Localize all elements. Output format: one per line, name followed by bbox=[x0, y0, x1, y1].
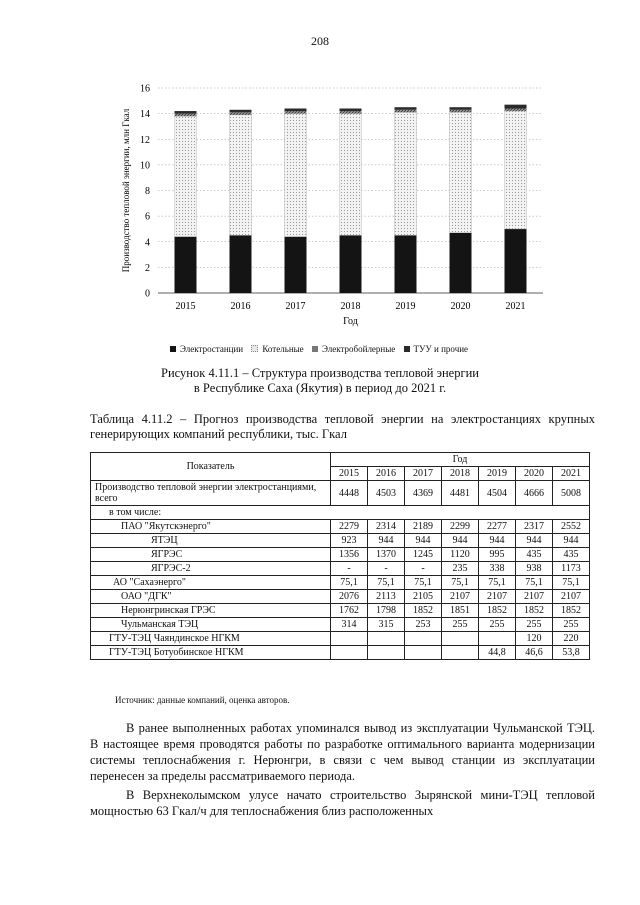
table-row bbox=[91, 548, 590, 562]
table-cell: 4504 bbox=[479, 481, 516, 506]
table-cell: 255 bbox=[516, 618, 553, 632]
y-tick-label: 0 bbox=[145, 288, 150, 300]
table-cell: 2107 bbox=[479, 590, 516, 604]
x-tick-label: 2015 bbox=[175, 301, 196, 312]
table-year-header: 2020 bbox=[516, 467, 553, 481]
table-cell: 253 bbox=[405, 618, 442, 632]
table-year-header: 2019 bbox=[479, 467, 516, 481]
table-year-header: 2021 bbox=[553, 467, 590, 481]
bar-segment bbox=[505, 229, 527, 293]
legend-item bbox=[170, 344, 245, 354]
bar-segment bbox=[505, 109, 527, 112]
table-row bbox=[91, 534, 590, 548]
table-row-label: Чульманская ТЭЦ bbox=[91, 618, 331, 632]
x-tick-label: 2017 bbox=[285, 301, 306, 312]
bar-segment bbox=[285, 237, 307, 293]
legend-item bbox=[251, 344, 305, 354]
data-table bbox=[90, 452, 590, 660]
table-cell: 938 bbox=[516, 562, 553, 576]
bar-segment bbox=[395, 107, 417, 110]
y-tick-label: 6 bbox=[145, 211, 150, 223]
table-row bbox=[91, 562, 590, 576]
table-cell: - bbox=[331, 562, 368, 576]
body-text bbox=[90, 720, 595, 822]
table-cell: 75,1 bbox=[442, 576, 479, 590]
bar-segment bbox=[450, 110, 472, 113]
table-row bbox=[91, 632, 590, 646]
y-tick-label: 10 bbox=[140, 160, 150, 172]
table-row-label: ЯГРЭС-2 bbox=[91, 562, 331, 576]
bar-segment bbox=[175, 111, 197, 114]
table-header-year: Год bbox=[331, 453, 590, 467]
table-cell: 1798 bbox=[368, 604, 405, 618]
legend-swatch bbox=[170, 346, 176, 352]
legend-label: Котельные bbox=[262, 344, 304, 354]
table-cell bbox=[479, 632, 516, 646]
table-cell: - bbox=[368, 562, 405, 576]
table-cell: 2076 bbox=[331, 590, 368, 604]
table-cell: 4503 bbox=[368, 481, 405, 506]
bar-segment bbox=[175, 237, 197, 293]
table-cell bbox=[331, 632, 368, 646]
table-cell: 2277 bbox=[479, 520, 516, 534]
table-cell: 5008 bbox=[553, 481, 590, 506]
table-cell: 315 bbox=[368, 618, 405, 632]
legend-item bbox=[312, 344, 397, 354]
legend-swatch bbox=[404, 346, 410, 352]
table-cell: 44,8 bbox=[479, 646, 516, 660]
source-note: Источник: данные компаний, оценка авторов. bbox=[115, 695, 290, 705]
table-cell: 338 bbox=[479, 562, 516, 576]
x-tick-label: 2021 bbox=[505, 301, 526, 312]
table-cell: 2107 bbox=[516, 590, 553, 604]
y-tick-label: 2 bbox=[145, 262, 150, 274]
y-tick-label: 8 bbox=[145, 186, 150, 197]
table-cell: 255 bbox=[553, 618, 590, 632]
x-tick-label: 2020 bbox=[450, 301, 471, 312]
table-year-header: 2018 bbox=[442, 467, 479, 481]
table-cell: 2299 bbox=[442, 520, 479, 534]
legend-swatch bbox=[312, 346, 318, 352]
table-cell: 1120 bbox=[442, 548, 479, 562]
bar-segment bbox=[395, 110, 417, 113]
legend-item bbox=[404, 344, 470, 354]
y-tick-label: 12 bbox=[140, 134, 150, 146]
table-cell: 314 bbox=[331, 618, 368, 632]
y-tick-label: 16 bbox=[140, 83, 150, 95]
table-cell: 75,1 bbox=[368, 576, 405, 590]
bar-segment bbox=[395, 235, 417, 293]
x-tick-label: 2018 bbox=[340, 301, 361, 312]
legend-label: Электробойлерные bbox=[321, 344, 396, 354]
table-row-label: Нерюнгринская ГРЭС bbox=[91, 604, 331, 618]
table-cell: 2314 bbox=[368, 520, 405, 534]
table-row-label: АО "Сахаэнерго" bbox=[91, 576, 331, 590]
table-cell: 4481 bbox=[442, 481, 479, 506]
table-cell: 944 bbox=[516, 534, 553, 548]
table-cell: 435 bbox=[553, 548, 590, 562]
table-row bbox=[91, 590, 590, 604]
table-cell: 2189 bbox=[405, 520, 442, 534]
table-cell: 220 bbox=[553, 632, 590, 646]
paragraph: В Верхнеколымском улусе начато строительство Зырянской мини-ТЭЦ тепловой мощностью 63 Гкал/ч для теплоснабжения близ расположенных bbox=[90, 788, 595, 818]
table-cell bbox=[405, 646, 442, 660]
table-cell: 75,1 bbox=[516, 576, 553, 590]
table-cell: 1852 bbox=[405, 604, 442, 618]
table-row-label: ОАО "ДГК" bbox=[91, 590, 331, 604]
table-cell: 995 bbox=[479, 548, 516, 562]
table-row bbox=[91, 604, 590, 618]
table-year-header: 2015 bbox=[331, 467, 368, 481]
table-cell bbox=[442, 646, 479, 660]
stacked-bar-chart bbox=[118, 80, 548, 330]
table-row-label: ГТУ-ТЭЦ Ботуобинское НГКМ bbox=[91, 646, 331, 660]
y-tick-label: 4 bbox=[145, 237, 150, 249]
bar-segment bbox=[175, 114, 197, 117]
table-cell: 1762 bbox=[331, 604, 368, 618]
table-cell: 923 bbox=[331, 534, 368, 548]
bar-segment bbox=[285, 109, 307, 112]
table-cell: 1851 bbox=[442, 604, 479, 618]
table-row bbox=[91, 506, 590, 520]
table-cell: 4369 bbox=[405, 481, 442, 506]
table-cell: 75,1 bbox=[553, 576, 590, 590]
bar-segment bbox=[395, 112, 417, 235]
table-cell: 2107 bbox=[553, 590, 590, 604]
chart-legend bbox=[0, 344, 640, 354]
bar-segment bbox=[285, 114, 307, 237]
table-row-label: в том числе: bbox=[91, 506, 590, 520]
table-cell bbox=[442, 632, 479, 646]
table-cell: 4448 bbox=[331, 481, 368, 506]
table-cell: 1852 bbox=[479, 604, 516, 618]
bar-segment bbox=[450, 112, 472, 232]
bar-segment bbox=[340, 114, 362, 236]
table-row bbox=[91, 618, 590, 632]
table-row-label: ЯТЭЦ bbox=[91, 534, 331, 548]
y-tick-label: 14 bbox=[140, 109, 150, 121]
table-row bbox=[91, 481, 590, 506]
table-cell: 1852 bbox=[516, 604, 553, 618]
table-cell: 120 bbox=[516, 632, 553, 646]
paragraph: В ранее выполненных работах упоминался вывод из эксплуатации Чульманской ТЭЦ. В настоящее время проводятся работы по разработке оптимального варианта модернизации системы теплоснабжения г. Нерюнгри, в связи с чем вывод станции из эксплуатации перенесен за пределы рассматриваемого периода. bbox=[90, 721, 595, 783]
table-cell bbox=[368, 632, 405, 646]
bar-segment bbox=[230, 235, 252, 293]
figure-caption-line: Рисунок 4.11.1 – Структура производства тепловой энергии bbox=[161, 366, 479, 380]
table-row-label: ЯГРЭС bbox=[91, 548, 331, 562]
bar-segment bbox=[285, 111, 307, 114]
bar-segment bbox=[450, 107, 472, 110]
bar-segment bbox=[230, 115, 252, 235]
table-cell: 944 bbox=[368, 534, 405, 548]
table-cell: 2317 bbox=[516, 520, 553, 534]
bar-segment bbox=[340, 111, 362, 114]
table-header-indicator: Показатель bbox=[91, 453, 331, 481]
x-tick-label: 2016 bbox=[230, 301, 251, 312]
bar-segment bbox=[450, 233, 472, 293]
table-cell: 75,1 bbox=[479, 576, 516, 590]
table-cell: 235 bbox=[442, 562, 479, 576]
bar-segment bbox=[230, 110, 252, 113]
table-row bbox=[91, 520, 590, 534]
table-cell: 2113 bbox=[368, 590, 405, 604]
table-cell: 46,6 bbox=[516, 646, 553, 660]
table-cell: 944 bbox=[479, 534, 516, 548]
table-row-label: ГТУ-ТЭЦ Чаяндинское НГКМ bbox=[91, 632, 331, 646]
bar-segment bbox=[505, 111, 527, 229]
table-cell: 1852 bbox=[553, 604, 590, 618]
table-cell: 255 bbox=[442, 618, 479, 632]
table-row bbox=[91, 646, 590, 660]
legend-label: ТУУ и прочие bbox=[413, 344, 469, 354]
table-cell: 944 bbox=[553, 534, 590, 548]
table-cell: 944 bbox=[442, 534, 479, 548]
bar-segment bbox=[230, 112, 252, 115]
bar-segment bbox=[340, 109, 362, 112]
figure-caption-line: в Республике Саха (Якутия) в период до 2021 г. bbox=[193, 381, 447, 395]
table-cell: 435 bbox=[516, 548, 553, 562]
table-cell: 2552 bbox=[553, 520, 590, 534]
table-cell: 75,1 bbox=[331, 576, 368, 590]
page-number: 208 bbox=[311, 34, 329, 48]
table-cell: 1356 bbox=[331, 548, 368, 562]
table-cell: 75,1 bbox=[405, 576, 442, 590]
table-cell: 2105 bbox=[405, 590, 442, 604]
table-cell: - bbox=[405, 562, 442, 576]
table-cell: 1370 bbox=[368, 548, 405, 562]
bar-segment bbox=[340, 235, 362, 293]
table-cell: 4666 bbox=[516, 481, 553, 506]
legend-label: Электростанции bbox=[179, 344, 244, 354]
x-tick-label: 2019 bbox=[395, 301, 416, 312]
table-caption: Таблица 4.11.2 – Прогноз производства тепловой энергии на электростанциях крупных генерирующих компаний республики, тыс. Гкал bbox=[90, 412, 595, 441]
legend-swatch bbox=[251, 345, 258, 352]
x-axis-title: Год bbox=[343, 316, 358, 327]
table-cell bbox=[405, 632, 442, 646]
y-axis-title: Производство тепловой энергии, млн Гкал bbox=[121, 108, 131, 273]
table-cell: 2279 bbox=[331, 520, 368, 534]
table-cell: 255 bbox=[479, 618, 516, 632]
figure-caption bbox=[0, 366, 640, 396]
table-cell bbox=[368, 646, 405, 660]
table-cell: 1245 bbox=[405, 548, 442, 562]
table-row bbox=[91, 576, 590, 590]
table-cell: 53,8 bbox=[553, 646, 590, 660]
table-year-header: 2016 bbox=[368, 467, 405, 481]
table-cell bbox=[331, 646, 368, 660]
bar-segment bbox=[175, 116, 197, 236]
table-cell: 944 bbox=[405, 534, 442, 548]
table-row-label: Производство тепловой энергии электростанциями, всего bbox=[91, 481, 331, 506]
table-row-label: ПАО "Якутскэнерго" bbox=[91, 520, 331, 534]
table-cell: 2107 bbox=[442, 590, 479, 604]
table-cell: 1173 bbox=[553, 562, 590, 576]
bar-segment bbox=[505, 105, 527, 109]
table-year-header: 2017 bbox=[405, 467, 442, 481]
